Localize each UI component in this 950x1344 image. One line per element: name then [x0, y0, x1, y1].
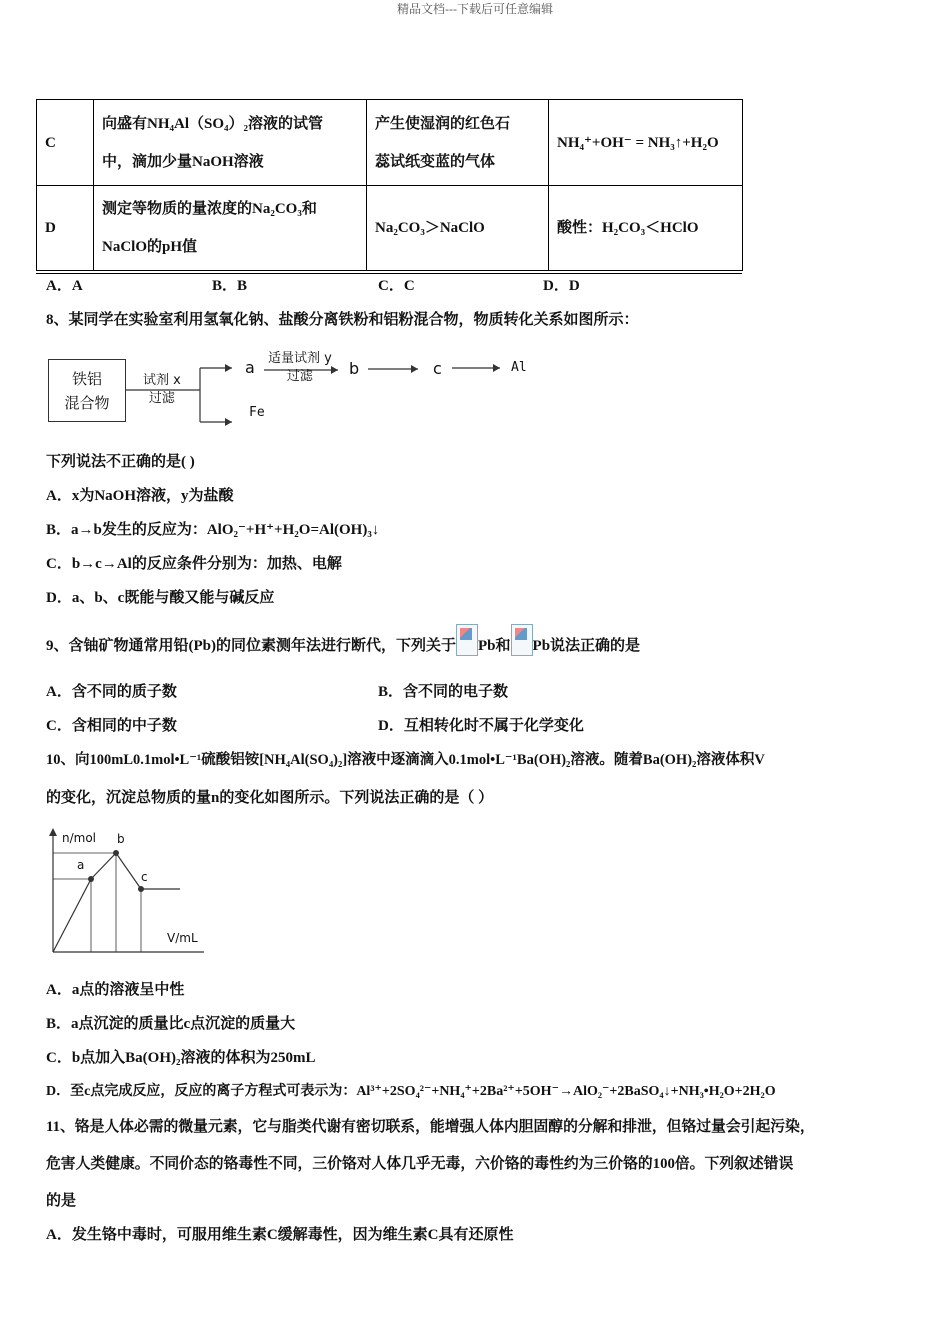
q7-option-c[interactable]: C．C	[378, 278, 415, 294]
arrow-head	[225, 364, 232, 372]
row-label: C	[37, 100, 94, 186]
y-axis-label: n/mol	[62, 831, 97, 845]
q11-stem-line1: 11、铬是人体必需的微量元素，它与脂类代谢有密切联系，能增强人体内胆固醇的分解和排泄，但铬过量会引起污染，	[46, 1119, 815, 1135]
q11-option-a[interactable]: A．发生铬中毒时，可服用维生素C缓解毒性，因为维生素C具有还原性	[46, 1227, 514, 1243]
label-line: 试剂 x	[143, 373, 181, 388]
curve-segment	[91, 853, 116, 879]
x-axis-label: V/mL	[167, 931, 198, 945]
q11-stem-line2: 危害人类健康。不同价态的铬毒性不同，三价铬对人体几乎无毒，六价铬的毒性约为三价铬的100倍。下列叙述错误	[46, 1156, 794, 1172]
curve-segment	[116, 853, 141, 889]
arrow-head	[411, 365, 418, 373]
cell-line: 中，滴加少量NaOH溶液	[102, 153, 264, 170]
y-arrow	[49, 828, 57, 836]
q10-stem-line2: 的变化，沉淀总物质的量n的变化如图所示。下列说法正确的是（ ）	[46, 790, 494, 806]
cell-line: 蕊试纸变蓝的气体	[375, 153, 496, 170]
q8-option-c[interactable]: C．b→c→Al的反应条件分别为：加热、电解	[46, 556, 342, 572]
reagent-x-label	[143, 372, 181, 408]
q9-option-a[interactable]: A．含不同的质子数	[46, 684, 177, 700]
point-c	[138, 886, 144, 892]
q9-stem-post: 说法正确的是	[550, 638, 641, 654]
q7-option-d[interactable]: D．D	[543, 278, 580, 294]
isotope-image-icon	[456, 624, 478, 656]
label-line: 过滤	[148, 391, 175, 406]
q9-option-d[interactable]: D．互相转化时不属于化学变化	[378, 718, 584, 734]
node-fe: Fe	[249, 405, 265, 420]
q10-option-b[interactable]: B．a点沉淀的质量比c点沉淀的质量大	[46, 1016, 296, 1032]
label-b: b	[117, 832, 125, 846]
q8-option-a[interactable]: A．x为NaOH溶液，y为盐酸	[46, 488, 234, 504]
q10-stem-line1: 10、向100mL0.1mol•L⁻¹硫酸铝铵[NH₄Al(SO₄)₂]溶液中逐滴滴入0.1mol•L⁻¹Ba(OH)₂溶液。随着Ba(OH)₂溶液体积V	[46, 752, 765, 768]
label-c: c	[141, 870, 148, 884]
node-b: b	[349, 359, 360, 378]
q7-option-b[interactable]: B．B	[212, 278, 248, 294]
q8-stem: 8、某同学在实验室利用氢氧化钠、盐酸分离铁粉和铝粉混合物，物质转化关系如图所示：	[46, 312, 639, 328]
pb-label: Pb	[478, 638, 496, 654]
cell-line: 向盛有NH₄Al（SO₄）₂溶液的试管	[102, 115, 324, 132]
row-label: D	[37, 186, 94, 271]
arrow-head	[331, 366, 338, 374]
cell-line: 产生使湿润的红色石	[375, 115, 511, 132]
isotope-image-icon	[511, 624, 533, 656]
arrow-head	[225, 418, 232, 426]
pb-label: Pb	[532, 638, 551, 654]
cell-line: NaClO的pH值	[102, 239, 198, 255]
label-line: 过滤	[286, 369, 313, 384]
arrow-head	[493, 364, 500, 372]
and-text: 和	[495, 638, 511, 654]
point-a	[88, 876, 94, 882]
q10-option-a[interactable]: A．a点的溶液呈中性	[46, 982, 185, 998]
page-header: 精品文档---下载后可任意编辑	[397, 2, 553, 16]
label-a: a	[77, 858, 85, 872]
reagent-y-label	[268, 350, 332, 386]
conclusion-cell: 酸性：H₂CO₃＜HClO	[549, 186, 743, 271]
q9-stem-pre: 9、含铀矿物通常用铅(Pb)的同位素测年法进行断代，下列关于	[46, 638, 456, 654]
cell-line: 测定等物质的量浓度的Na₂CO₃和	[102, 201, 317, 217]
point-b	[113, 850, 119, 856]
q9-option-c[interactable]: C．含相同的中子数	[46, 718, 177, 734]
q10-option-d[interactable]: D．至c点完成反应，反应的离子方程式可表示为：Al³⁺+2SO₄²⁻+NH₄⁺+2Ba²⁺+5OH⁻→AlO₂⁻+2BaSO₄↓+NH₃•H₂O+2H₂O	[46, 1084, 776, 1099]
q9-option-b[interactable]: B．含不同的电子数	[378, 684, 509, 700]
q10-option-c[interactable]: C．b点加入Ba(OH)₂溶液的体积为250mL	[46, 1050, 316, 1066]
label-line: 适量试剂 y	[268, 351, 332, 366]
node-c: c	[433, 359, 442, 378]
node-al: Al	[511, 360, 527, 375]
box-line: 铁铝	[71, 370, 102, 388]
q7-option-a[interactable]: A．A	[46, 278, 83, 294]
q8-question: 下列说法不正确的是( )	[46, 454, 195, 470]
q9-stem	[46, 624, 640, 656]
q11-stem-line3: 的是	[46, 1193, 77, 1209]
curve-segment	[53, 879, 91, 952]
q8-option-b[interactable]: B．a→b发生的反应为：AlO₂⁻+H⁺+H₂O=Al(OH)₃↓	[46, 522, 380, 538]
node-a: a	[245, 358, 255, 377]
phenomenon-cell: Na₂CO₃＞NaClO	[367, 186, 549, 271]
box-line: 混合物	[64, 394, 110, 412]
q8-option-d[interactable]: D．a、b、c既能与酸又能与碱反应	[46, 590, 275, 606]
conclusion-cell: NH₄⁺+OH⁻ = NH₃↑+H₂O	[549, 100, 743, 186]
